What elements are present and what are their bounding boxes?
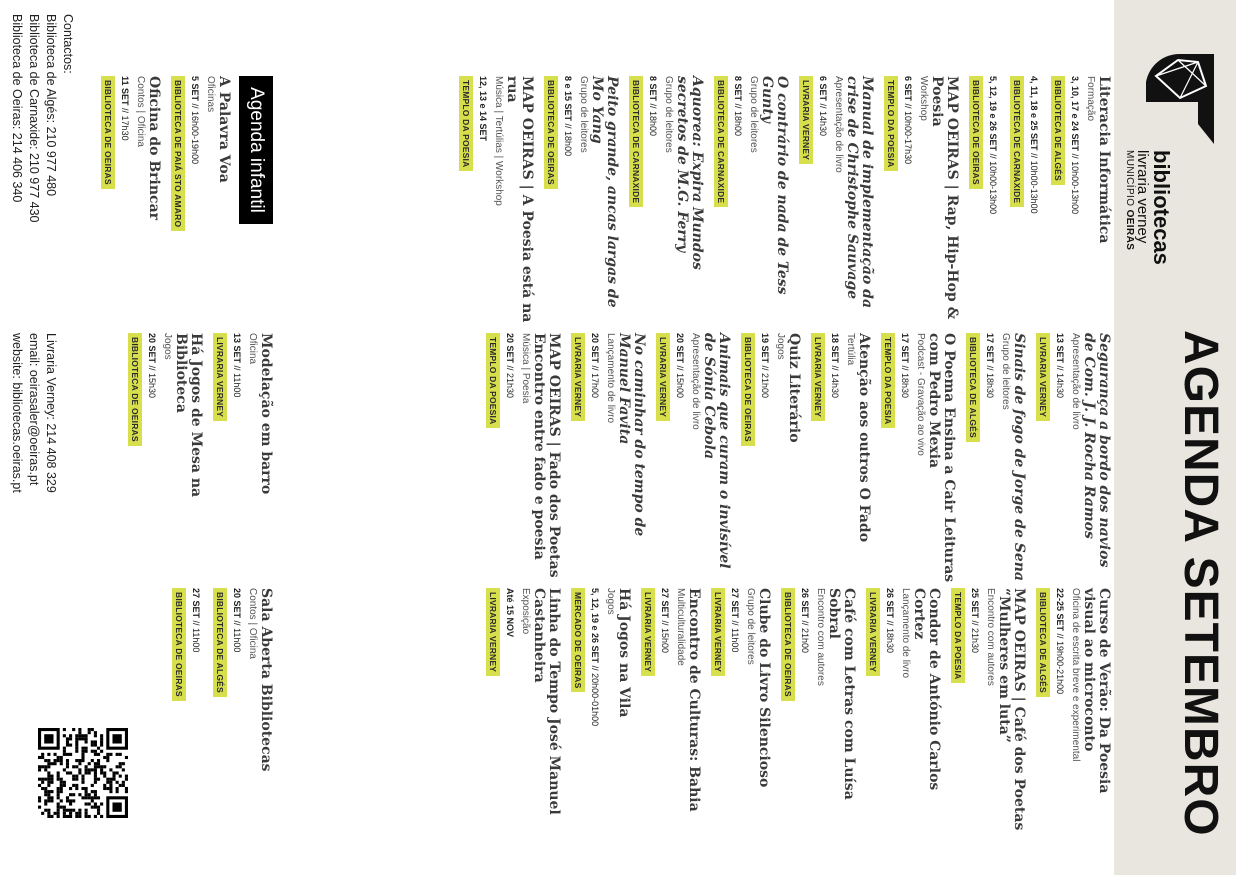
event-item — [1009, 76, 1041, 336]
event-title: Encontro de Culturas: Bahia — [686, 588, 702, 812]
event-item — [127, 333, 203, 573]
event-time: 14h30 — [830, 373, 840, 399]
event-datetime: 27 SET // 11h00 — [191, 588, 201, 653]
event-time: 17h30 — [120, 115, 130, 141]
event-title: Sala Aberta Bibliotecas — [258, 588, 274, 772]
event-date: 20 SET — [232, 588, 242, 619]
event-title: No caminhar do tempo de Manuel Favita — [616, 333, 647, 537]
contacts-block-2 — [8, 333, 59, 613]
kids-events-column-1 — [91, 76, 231, 316]
event-category: Grupo de leitores — [1000, 333, 1011, 410]
event-datetime: 27 SET // 15h00 — [660, 588, 670, 654]
event-title: Atenção aos outros O Fado — [856, 333, 872, 543]
event-title: Literacia Informática — [1096, 76, 1112, 244]
event-time: 14h30 — [818, 111, 828, 137]
event-title: MAP OEIRAS | Fado dos Poetas Encontro entre fado e poesia — [531, 333, 562, 578]
event-title: Sinais de fogo de Jorge de Sena — [1011, 333, 1027, 582]
event-category: Apresentação de livro — [690, 333, 701, 430]
event-category: Formação — [1085, 76, 1096, 122]
event-date: 20 SET — [505, 333, 515, 364]
event-time: 15h30 — [147, 373, 157, 399]
event-datetime: 27 SET // 11h00 — [730, 588, 740, 653]
event-date: 8 e 15 SET — [563, 76, 573, 122]
event-date: 17 SET — [900, 333, 910, 364]
event-time: 18h00 — [648, 111, 658, 137]
event-datetime: 5, 12, 19 e 26 SET // 10h00-13h00 — [988, 76, 998, 215]
event-item — [570, 588, 631, 838]
event-date: 4, 11, 18 e 25 SET — [1029, 76, 1039, 151]
event-datetime: 17 SET // 18h30 — [985, 333, 995, 399]
event-datetime: 20 SET // 11h00 — [232, 588, 242, 653]
venue-badge: BIBLIOTECA DE OEIRAS — [101, 76, 115, 189]
events-column-3 — [476, 588, 1111, 838]
event-category: Podcast - Gravação ao vivo — [915, 333, 926, 456]
event-title: Curso de Verão: Da Poesia visual ao microconto — [1081, 588, 1112, 794]
event-title: O contrário de nada de Tess Gunty — [759, 76, 790, 295]
event-category: Encontro com autores — [985, 588, 996, 686]
event-date: 20 SET — [590, 333, 600, 364]
event-item — [212, 333, 273, 573]
event-item — [865, 588, 941, 838]
agenda-infantil-heading: Agenda infantil — [239, 76, 273, 224]
event-item — [628, 76, 704, 336]
event-category: Jogos — [162, 333, 173, 360]
event-date: 6 SET — [818, 76, 828, 102]
event-time: 19h00-21h00 — [1055, 641, 1065, 695]
event-date: 8 SET — [733, 76, 743, 102]
event-time: 14h30 — [1055, 373, 1065, 399]
event-title: Quiz Literário — [786, 333, 802, 443]
kids-events-column-3 — [162, 588, 273, 828]
event-item — [171, 588, 203, 828]
event-date: 13 SET — [1055, 333, 1065, 364]
venue-badge: BIBLIOTECA DE OEIRAS — [781, 588, 795, 701]
event-category: Lançamento de livro — [900, 588, 911, 679]
events-column-1 — [449, 76, 1111, 336]
venue-badge: LIVRARIA VERNEY — [571, 333, 585, 421]
event-item — [713, 76, 789, 336]
event-datetime: 22-25 SET // 19h00-21h00 — [1055, 588, 1065, 695]
event-datetime: 4, 11, 18 e 25 SET // 10h00-13h00 — [1029, 76, 1039, 214]
event-datetime: 26 SET // 21h00 — [800, 588, 810, 654]
event-category: Apresentação de livro — [1070, 333, 1081, 430]
venue-badge: TEMPLO DA POESIA — [459, 76, 473, 171]
event-category: Lançamento de livro — [605, 333, 616, 424]
event-date: 12, 13 e 14 SET — [478, 76, 488, 142]
event-category: Jogos — [775, 333, 786, 360]
event-date: 6 SET — [903, 76, 913, 102]
event-title: Animais que curam o invisível de Sónia Cebola — [701, 333, 732, 569]
event-date: 27 SET — [660, 588, 670, 619]
event-date: 20 SET — [675, 333, 685, 364]
event-category: Multiculturalidade — [675, 588, 686, 666]
venue-badge: LIVRARIA VERNEY — [641, 588, 655, 676]
event-time: 18h30 — [900, 373, 910, 399]
event-title: Modelação em barro — [258, 333, 274, 495]
event-category: Grupo de leitores — [748, 76, 759, 153]
event-category: Música | Tertúlias | Workshop — [493, 76, 504, 206]
event-datetime: 11 SET // 17h30 — [120, 76, 130, 141]
venue-badge: BIBLIOTECA DE CARNAXIDE — [714, 76, 728, 207]
event-item — [798, 76, 874, 336]
contact-line: email: oeirasaler@oeiras.pt — [27, 333, 41, 486]
event-item — [655, 333, 731, 583]
event-item — [810, 333, 871, 583]
event-time: 18h00 — [563, 131, 573, 157]
event-title: MAP OEIRAS | Rap, Hip-Hop & Poesia — [929, 76, 960, 320]
event-time: 11h00 — [191, 628, 201, 653]
venue-badge: TEMPLO DA POESIA — [884, 76, 898, 171]
event-datetime: 5 SET // 16h00-19h00 — [190, 76, 200, 165]
event-title: Aquorea: Expira Mundos secretos de M.G. Ferry — [674, 76, 705, 270]
logo-text-bibliotecas: bibliotecas — [1149, 150, 1174, 265]
event-title: Linha do Tempo José Manuel Castanheira — [531, 588, 562, 815]
event-item — [780, 588, 856, 838]
event-item — [543, 76, 619, 336]
event-category: Workshop — [918, 76, 929, 121]
bibliotecas-logo — [1124, 46, 1220, 265]
event-category: Apresentação de livro — [833, 76, 844, 173]
event-time: 21h30 — [505, 373, 515, 399]
event-datetime: 26 SET // 18h30 — [885, 588, 895, 654]
event-datetime: 3, 10, 17 e 24 SET // 10h00-13h00 — [1070, 76, 1080, 215]
event-time: 15h00 — [660, 628, 670, 654]
event-date: 5 SET — [190, 76, 200, 102]
event-item — [485, 588, 561, 838]
contacts-block — [8, 14, 76, 294]
venue-badge: BIBLIOTECA DE OEIRAS — [544, 76, 558, 189]
venue-badge: BIBLIOTECA DE ALGÉS — [1036, 588, 1050, 697]
event-time: 21h00 — [800, 628, 810, 654]
event-item — [458, 76, 534, 336]
event-date: 5, 12, 19 e 26 SET — [590, 588, 600, 664]
event-category: Oficina de escrita breve e experimental — [1070, 588, 1081, 762]
event-datetime: 13 SET // 11h00 — [232, 333, 242, 398]
event-time: 18h30 — [885, 628, 895, 654]
event-item — [100, 76, 161, 316]
event-item — [570, 333, 646, 583]
event-title: Oficina do Brincar — [146, 76, 162, 221]
event-title: MAP OEIRAS | A Poesia está na rua — [504, 76, 535, 323]
event-item — [965, 333, 1026, 583]
venue-badge: BIBLIOTECA DE OEIRAS — [741, 333, 755, 446]
event-time: 15h00 — [675, 373, 685, 399]
event-time: 16h00-19h00 — [190, 111, 200, 165]
event-time: 10h00-13h00 — [1070, 161, 1080, 215]
event-date: 18 SET — [830, 333, 840, 364]
venue-badge: BIBLIOTECA DE CARNAXIDE — [1010, 76, 1024, 207]
event-title: Manual de implementação da crise de Christophe Sauvage — [844, 76, 875, 309]
event-date: 11 SET — [120, 76, 130, 106]
event-date: 27 SET — [191, 588, 201, 619]
event-datetime — [476, 76, 490, 336]
event-category: Grupo de leitores — [578, 76, 589, 153]
event-title: Peito grande, ancas largas de Mo Yang — [589, 76, 620, 308]
venue-badge: LIVRARIA VERNEY — [486, 588, 500, 676]
venue-badge: LIVRARIA VERNEY — [799, 76, 813, 164]
event-datetime — [503, 588, 517, 838]
logo-text-livraria: livraria verney — [1134, 150, 1151, 244]
event-item — [212, 588, 273, 828]
venue-badge: MERCADO DE OEIRAS — [571, 588, 585, 692]
event-datetime: 25 SET // 21h30 — [970, 588, 980, 654]
venue-badge: LIVRARIA VERNEY — [711, 588, 725, 676]
venue-badge: TEMPLO DA POESIA — [881, 333, 895, 428]
event-date: Até 15 NOV — [505, 588, 515, 638]
page-title: AGENDA SETEMBRO — [1174, 330, 1227, 837]
venue-badge: BIBLIOTECA DE CARNAXIDE — [629, 76, 643, 207]
event-item — [950, 588, 1026, 838]
venue-badge: LIVRARIA VERNEY — [1036, 333, 1050, 421]
event-datetime: 8 SET // 18h00 — [733, 76, 743, 137]
venue-badge: BIBLIOTECA DE OEIRAS — [172, 588, 186, 701]
event-category: Jogos — [605, 588, 616, 615]
contact-line: Biblioteca de Algés: 210 977 480 — [44, 14, 58, 197]
kids-events-column-2 — [118, 333, 273, 573]
event-datetime: 8 SET // 18h00 — [648, 76, 658, 137]
event-time: 21h30 — [970, 628, 980, 654]
event-date: 19 SET — [760, 333, 770, 364]
event-category: Contos | Oficina — [135, 76, 146, 147]
event-date: 8 SET — [648, 76, 658, 102]
venue-badge: BIBLIOTECA DE ALGÉS — [966, 333, 980, 442]
event-title: A Palavra Voa — [216, 76, 232, 183]
event-date: 13 SET — [232, 333, 242, 364]
event-category: Música | Poesia — [520, 333, 531, 404]
event-category: Oficina — [247, 333, 258, 365]
qr-code-icon[interactable] — [38, 728, 128, 818]
event-title: Café com Letras com Luísa Sobral — [826, 588, 857, 800]
event-category: Grupo de leitores — [663, 76, 674, 153]
event-datetime: 6 SET // 14h30 — [818, 76, 828, 137]
venue-badge: BIBLIOTECA DE OEIRAS — [969, 76, 983, 189]
event-item — [170, 76, 231, 316]
event-datetime: 5, 12, 19 e 26 SET // 20h00-01h00 — [590, 588, 600, 727]
event-datetime: 20 SET // 15h30 — [147, 333, 157, 399]
event-title: Condor de António Carlos Cortez — [911, 588, 942, 791]
event-datetime: 8 e 15 SET // 18h00 — [563, 76, 573, 157]
event-time: 21h00 — [760, 373, 770, 399]
venue-badge: BIBLIOTECA DE OEIRAS — [128, 333, 142, 446]
event-datetime: 18 SET // 14h30 — [830, 333, 840, 399]
event-item — [880, 333, 956, 583]
venue-badge: LIVRARIA VERNEY — [866, 588, 880, 676]
venue-badge: LIVRARIA VERNEY — [811, 333, 825, 421]
event-time: 20h00-01h00 — [590, 673, 600, 727]
event-title: Há Jogos na Vila — [616, 588, 632, 718]
event-title: Clube do Livro Silencioso — [756, 588, 772, 788]
contact-line: website: bibliotecas.oeiras.pt — [10, 333, 24, 493]
venue-badge: TEMPLO DA POESIA — [486, 333, 500, 428]
event-item — [710, 588, 771, 838]
event-title: O Poema Ensina a Cair Leituras com Pedro Mexia — [926, 333, 957, 583]
contact-line: Biblioteca de Carnaxide: 210 977 430 — [27, 14, 41, 223]
event-datetime: 20 SET // 15h00 — [675, 333, 685, 399]
event-time: 10h00-17h30 — [903, 111, 913, 165]
venue-badge: BIBLIOTECA DE ALGÉS — [1051, 76, 1065, 185]
event-date: 5, 12, 19 e 26 SET — [988, 76, 998, 152]
event-title: MAP OEIRAS | Café dos Poetas “Mulheres em luta” — [996, 588, 1027, 831]
event-datetime: 20 SET // 21h30 — [505, 333, 515, 399]
event-date: 26 SET — [885, 588, 895, 619]
event-date: 20 SET — [147, 333, 157, 364]
event-item — [1050, 76, 1111, 336]
event-datetime: 19 SET // 21h00 — [760, 333, 770, 399]
venue-badge: LIVRARIA VERNEY — [213, 333, 227, 421]
event-date: 22-25 SET — [1055, 588, 1065, 632]
logo-text-municipio: MUNICÍPIO OEIRAS — [1124, 150, 1135, 251]
contact-line: Biblioteca de Oeiras: 214 406 340 — [10, 14, 24, 203]
events-column-2 — [476, 333, 1111, 583]
event-date: 27 SET — [730, 588, 740, 619]
event-category: Grupo de leitores — [745, 588, 756, 665]
venue-badge: TEMPLO DA POESIA — [951, 588, 965, 683]
event-date: 17 SET — [985, 333, 995, 364]
event-title: Segurança a bordo dos navios de Com. J. J. Rocha Ramos — [1081, 333, 1112, 568]
contact-line: Livraria Verney: 214 408 329 — [44, 333, 58, 493]
event-time: 10h00-13h00 — [988, 161, 998, 215]
event-time: 11h00 — [232, 628, 242, 653]
event-time: 10h00-13h00 — [1029, 160, 1039, 214]
event-item — [740, 333, 801, 583]
event-time: 17h00 — [590, 373, 600, 399]
event-datetime: 6 SET // 10h00-17h30 — [903, 76, 913, 165]
event-time: 11h00 — [730, 628, 740, 653]
event-datetime: 20 SET // 17h00 — [590, 333, 600, 399]
event-item — [883, 76, 959, 336]
event-date: 25 SET — [970, 588, 980, 619]
event-date: 3, 10, 17 e 24 SET — [1070, 76, 1080, 152]
event-title: Há Jogos de Mesa na Biblioteca — [173, 333, 204, 498]
event-datetime: 13 SET // 14h30 — [1055, 333, 1065, 399]
event-time: 18h00 — [733, 111, 743, 137]
event-time: 11h00 — [232, 373, 242, 398]
event-time: 18h30 — [985, 373, 995, 399]
venue-badge: BIBLIOTECA DE PAIÁ STO AMARO — [171, 76, 185, 231]
event-item — [640, 588, 701, 838]
event-category: Oficinas — [205, 76, 216, 113]
venue-badge: BIBLIOTECA DE ALGÉS — [213, 588, 227, 697]
contacts-heading: Contactos: — [61, 14, 75, 74]
library-logo-icon — [1140, 46, 1220, 146]
event-item — [1035, 333, 1111, 583]
event-category: Encontro com autores — [815, 588, 826, 686]
event-item — [1035, 588, 1111, 838]
event-category: Exposição — [520, 588, 531, 635]
event-datetime: 17 SET // 18h30 — [900, 333, 910, 399]
event-item — [968, 76, 1000, 336]
event-category: Tertúlia — [845, 333, 856, 366]
venue-badge: LIVRARIA VERNEY — [656, 333, 670, 421]
event-category: Contos | Oficina — [247, 588, 258, 659]
event-item — [485, 333, 561, 583]
event-date: 26 SET — [800, 588, 810, 619]
